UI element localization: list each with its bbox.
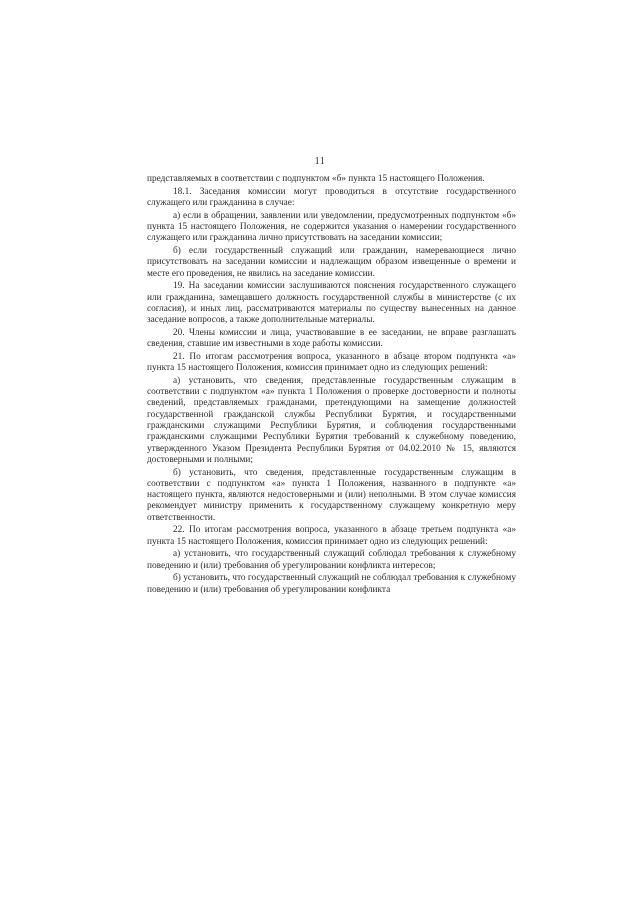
paragraph-18-1: 18.1. Заседания комиссии могут проводиться в отсутствие государственного служащего или гражданина в случае: <box>147 186 516 208</box>
page-number: 11 <box>314 156 326 167</box>
paragraph-21-a: а) установить, что сведения, представленные государственным служащим в соответствии с подпунктом «а» пункта 1 Положения о проверке достоверности и полноты сведений, представляемых гражданами, претендующими на замещение должностей государственной гражданской службы Республики Бурятия, и государственными гражданскими служащими Республики Бурятия, и соблюдения государственными гражданскими служащими Республики Бурятия требований к служебному поведению, утвержденного Указом Президента Республики Бурятия от 04.02.2010 № 15, являются достоверными и полными; <box>147 375 516 465</box>
paragraph-18-1-a: а) если в обращении, заявлении или уведомлении, предусмотренных подпунктом «б» пункта 15 настоящего Положения, не содержится указания о намерении государственного служащего или гражданина лично присутствовать на заседании комиссии; <box>147 210 516 244</box>
paragraph-21: 21. По итогам рассмотрения вопроса, указанного в абзаце втором подпункта «а» пункта 15 настоящего Положения, комиссия принимает одно из следующих решений: <box>147 351 516 374</box>
paragraph-22-b: б) установить, что государственный служащий не соблюдал требования к служебному поведению и (или) требования об урегулировании конфликта <box>147 573 516 595</box>
document-body <box>147 174 516 597</box>
paragraph-22: 22. По итогам рассмотрения вопроса, указанного в абзаце третьем подпункта «а» пункта 15 настоящего Положения, комиссия принимает одно из следующих решений: <box>147 525 516 547</box>
paragraph-18-1-b: б) если государственный служащий или гражданин, намеревающиеся лично присутствовать на заседании комиссии и надлежащим образом извещенные о времени и месте его проведения, не явились на заседание комиссии. <box>147 245 516 279</box>
paragraph-continuation: представляемых в соответствии с подпунктом «б» пункта 15 настоящего Положения. <box>147 174 485 184</box>
paragraph-22-a: а) установить, что государственный служащий соблюдал требования к служебному поведению и (или) требования об урегулировании конфликта интересов; <box>147 549 516 571</box>
paragraph-20: 20. Члены комиссии и лица, участвовавшие в ее заседании, не вправе разглашать сведения, ставшие им известными в ходе работы комиссии. <box>147 327 516 350</box>
paragraph-21-b: б) установить, что сведения, представленные государственным служащим в соответствии с подпунктом «а» пункта 1 Положения, названного в подпункте «а» настоящего пункта, являются недостоверными и (или) неполными. В этом случае комиссия рекомендует министру применить к государственному служащему конкретную меру ответственности. <box>147 467 516 523</box>
paragraph-19: 19. На заседании комиссии заслушиваются пояснения государственного служащего или гражданина, замещавшего должность государственной службы в министерстве (с их согласия), и иных лиц, рассматриваются материалы по существу вынесенных на данное заседание вопросов, а также дополнительные материалы. <box>147 281 516 326</box>
